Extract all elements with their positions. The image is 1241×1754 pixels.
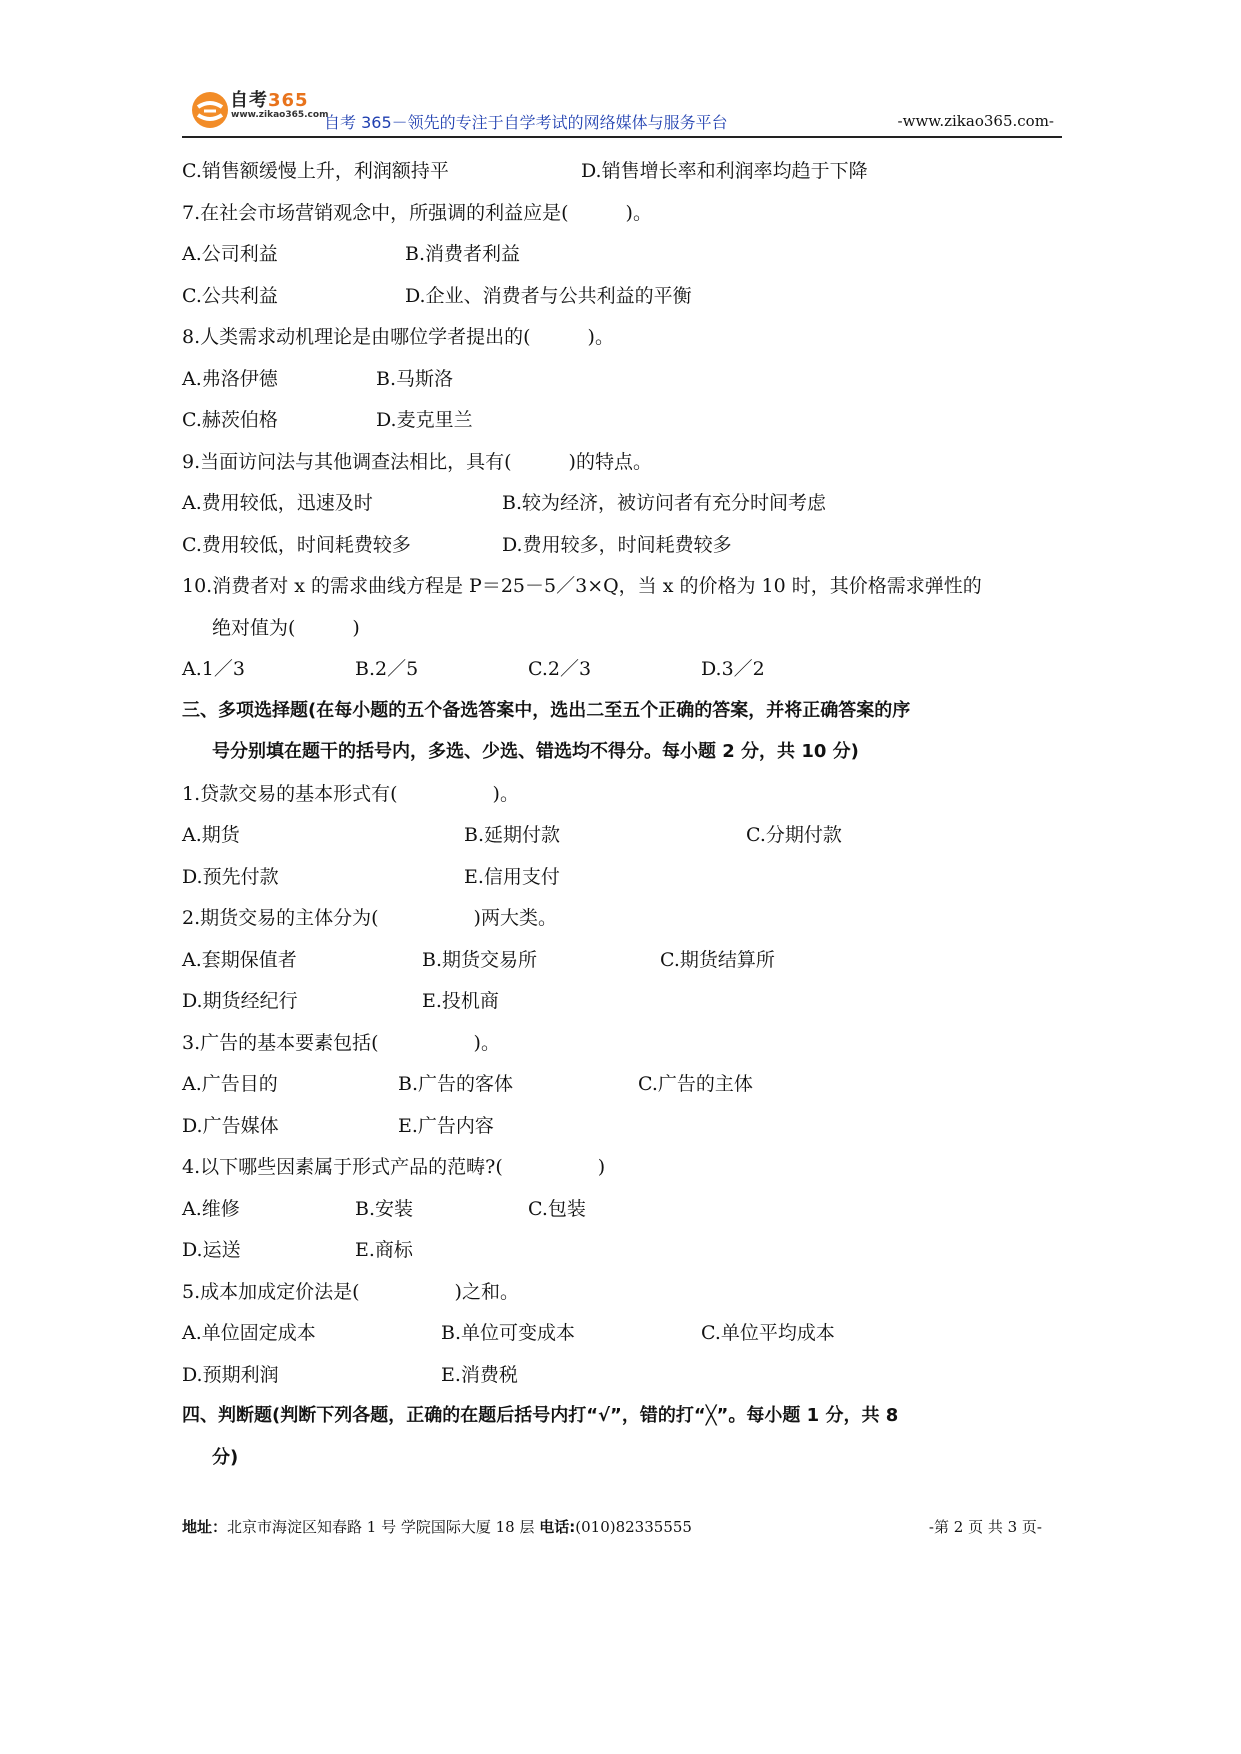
header-divider [182,136,1062,138]
q7-options-cd [182,280,1062,322]
option-b: B.广告的客体 [398,1073,514,1095]
q7-stem: 7.在社会市场营销观念中，所强调的利益应是( )。 [182,201,652,224]
option-a: A.维修 [182,1197,240,1220]
page-header [182,86,1062,138]
option-b: B.期货交易所 [422,948,538,971]
option-c: C.公共利益 [182,284,278,307]
option-b: B.马斯洛 [376,367,454,390]
option-a: A.费用较低，迅速及时 [182,492,373,514]
q10-options [182,653,1062,695]
option-c: C.期货结算所 [660,948,775,971]
m3-options-abc [182,1068,1062,1110]
option-c: C.单位平均成本 [701,1322,835,1344]
option-d: D.企业、消费者与公共利益的平衡 [405,284,692,307]
q9-options-ab [182,487,1062,529]
q8-options-ab [182,363,1062,405]
option-b: B.延期付款 [464,824,561,846]
option-d: D.广告媒体 [182,1114,279,1137]
option-b: B.2／5 [355,658,419,680]
m2-options-abc [182,944,1062,986]
exam-content [182,155,1062,1483]
m3-options-de [182,1110,1062,1152]
section4-heading: 四、判断题(判断下列各题，正确的在题后括号内打“√”，错的打“╳”。每小题 1 分，共 8 [182,1405,899,1426]
m5-options-de [182,1359,1062,1401]
q8-stem: 8.人类需求动机理论是由哪位学者提出的( )。 [182,326,614,348]
zikao365-logo[interactable] [190,86,329,132]
option-c: C.广告的主体 [638,1073,753,1095]
m5-stem: 5.成本加成定价法是( )之和。 [182,1280,519,1303]
option-d: D.3／2 [701,658,765,680]
option-d: D.费用较多，时间耗费较多 [502,533,732,556]
option-c: C.分期付款 [746,824,842,846]
phone-label: 电话: [539,1518,576,1536]
q9-options-cd [182,529,1062,571]
option-a: A.公司利益 [182,243,278,265]
option-c: C.包装 [528,1197,586,1220]
option-b: B.单位可变成本 [441,1322,576,1344]
m2-options-de [182,985,1062,1027]
address-label: 地址： [182,1518,228,1536]
m1-options-de [182,861,1062,903]
logo-icon [190,90,230,130]
m4-stem: 4.以下哪些因素属于形式产品的范畴?( ) [182,1156,606,1178]
option-a: A.单位固定成本 [182,1322,316,1344]
option-e: E.投机商 [422,990,499,1012]
option-e: E.消费税 [441,1363,518,1386]
option-d: D.预期利润 [182,1363,279,1386]
header-site-url[interactable]: -www.zikao365.com- [897,112,1054,130]
section3-heading-cont: 号分别填在题干的括号内，多选、少选、错选均不得分。每小题 2 分，共 10 分) [212,741,859,762]
option-d: D.预先付款 [182,865,279,888]
q6-options-cd [182,155,1062,197]
page-number: -第 2 页 共 3 页- [928,1518,1042,1536]
option-b: B.较为经济，被访问者有充分时间考虑 [502,492,827,514]
m1-stem: 1.贷款交易的基本形式有( )。 [182,782,519,805]
option-a: A.1／3 [182,658,245,680]
m4-options-de [182,1234,1062,1276]
m1-options-abc [182,819,1062,861]
q9-stem: 9.当面访问法与其他调查法相比，具有( )的特点。 [182,450,652,473]
q10-stem-cont: 绝对值为( ) [212,616,360,639]
logo-title: 自考365 [230,90,309,111]
option-e: E.广告内容 [398,1114,494,1137]
option-c: C.销售额缓慢上升，利润额持平 [182,160,449,182]
option-d: D.运送 [182,1239,241,1261]
option-b: B.消费者利益 [405,243,521,265]
option-a: A.广告目的 [182,1073,278,1095]
m4-options-abc [182,1193,1062,1235]
section4-heading-cont: 分) [212,1446,239,1468]
option-e: E.信用支付 [464,865,560,888]
m3-stem: 3.广告的基本要素包括( )。 [182,1031,500,1054]
q10-stem: 10.消费者对 x 的需求曲线方程是 P＝25－5／3×Q，当 x 的价格为 10 时，其价格需求弹性的 [182,575,982,597]
header-slogan: 自考 365－领先的专注于自学考试的网络媒体与服务平台 [324,113,728,132]
option-e: E.商标 [355,1239,413,1261]
address: 北京市海淀区知春路 1 号 学院国际大厦 18 层 [227,1518,540,1536]
option-a: A.弗洛伊德 [182,367,278,390]
phone-number: (010)82335555 [575,1518,692,1536]
q7-options-ab [182,238,1062,280]
option-c: C.费用较低，时间耗费较多 [182,533,411,556]
m5-options-abc [182,1317,1062,1359]
option-d: D.麦克里兰 [376,409,473,431]
option-b: B.安装 [355,1197,414,1220]
option-a: A.期货 [182,824,240,846]
option-a: A.套期保值者 [182,948,297,971]
logo-url: www.zikao365.com [231,110,329,120]
option-d: D.期货经纪行 [182,990,298,1012]
option-c: C.赫茨伯格 [182,409,278,431]
section3-heading: 三、多项选择题(在每小题的五个备选答案中，选出二至五个正确的答案，并将正确答案的序 [182,699,911,721]
option-d: D.销售增长率和利润率均趋于下降 [581,160,868,182]
q8-options-cd [182,404,1062,446]
m2-stem: 2.期货交易的主体分为( )两大类。 [182,907,557,929]
page-footer [182,1516,1042,1537]
option-c: C.2／3 [528,658,592,680]
